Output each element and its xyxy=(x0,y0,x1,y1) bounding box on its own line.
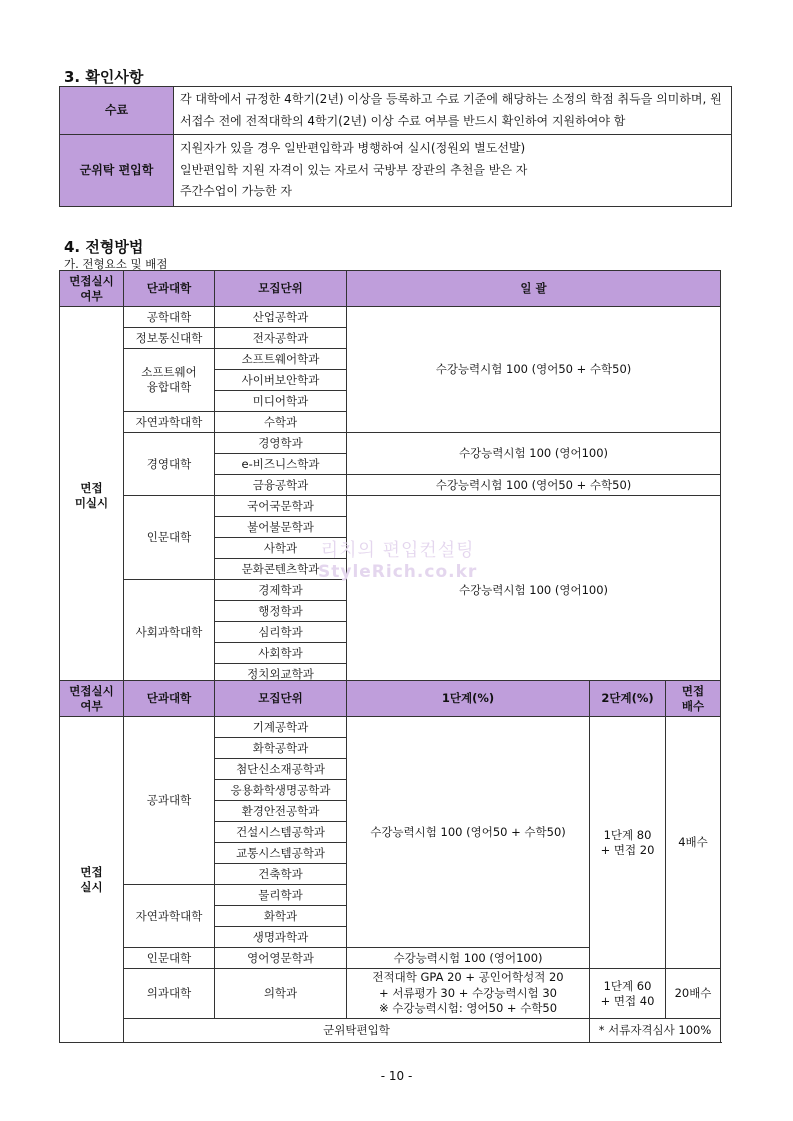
stage1-cell: 수강능력시험 100 (영어50 + 수학50) xyxy=(347,717,590,948)
unit-cell: 기계공학과 xyxy=(215,717,347,738)
unit-cell: 영어영문학과 xyxy=(215,948,347,969)
unit-cell: 심리학과 xyxy=(215,622,347,643)
college-cell: 의과대학 xyxy=(124,969,215,1019)
unit-cell: 사학과 xyxy=(215,538,347,559)
military-label: 군위탁편입학 xyxy=(124,1019,590,1043)
unit-cell: 환경안전공학과 xyxy=(215,801,347,822)
college-cell: 공과대학 xyxy=(124,717,215,885)
college-cell: 자연과학대학 xyxy=(124,412,215,433)
ratio-cell: 20배수 xyxy=(666,969,721,1019)
table-row xyxy=(60,135,732,207)
row-text-military: 지원자가 있을 경우 일반편입학과 병행하여 실시(정원외 별도선발) 일반편입학 지원 자격이 있는 자로서 국방부 장관의 추천을 받은 자 주간수업이 가능한 자 xyxy=(174,135,732,207)
unit-cell: 국어국문학과 xyxy=(215,496,347,517)
page-number: - 10 - xyxy=(380,1069,413,1083)
table-row xyxy=(60,969,721,1019)
ratio-cell: 4배수 xyxy=(666,717,721,969)
section-4-title: 4. 전형방법 xyxy=(64,238,144,256)
header-stage1: 1단계(%) xyxy=(347,681,590,717)
table-row xyxy=(60,307,721,328)
unit-cell: 교통시스템공학과 xyxy=(215,843,347,864)
unit-cell: 건축학과 xyxy=(215,864,347,885)
table-row xyxy=(60,87,732,135)
unit-cell: 건설시스템공학과 xyxy=(215,822,347,843)
college-cell: 사회과학대학 xyxy=(124,580,215,685)
method-cell: 수강능력시험 100 (영어50 + 수학50) xyxy=(347,475,721,496)
unit-cell: 사회학과 xyxy=(215,643,347,664)
unit-cell: 화학과 xyxy=(215,906,347,927)
unit-cell: 첨단신소재공학과 xyxy=(215,759,347,780)
header-interview: 면접실시 여부 xyxy=(60,681,124,717)
method-cell: 수강능력시험 100 (영어100) xyxy=(347,433,721,475)
unit-cell: 산업공학과 xyxy=(215,307,347,328)
college-cell: 자연과학대학 xyxy=(124,885,215,948)
header-method: 일 괄 xyxy=(347,271,721,307)
row-label-completion: 수료 xyxy=(60,87,174,135)
college-cell: 인문대학 xyxy=(124,948,215,969)
row-text-completion: 각 대학에서 규정한 4학기(2년) 이상을 등록하고 수료 기준에 해당하는 소정의 학점 취득을 의미하며, 원서접수 전에 전적대학의 4학기(2년) 이상 수료 여부를 반드시 확인하여 지원하여야 함 xyxy=(174,87,732,135)
stage2-cell: 1단계 80 + 면접 20 xyxy=(590,717,666,969)
watermark-line2: StyleRich.co.kr xyxy=(318,562,478,582)
unit-cell: 화학공학과 xyxy=(215,738,347,759)
header-interview: 면접실시 여부 xyxy=(60,271,124,307)
college-cell: 인문대학 xyxy=(124,496,215,580)
unit-cell: 문화콘텐츠학과 xyxy=(215,559,347,580)
method-cell: 수강능력시험 100 (영어100) xyxy=(347,496,721,685)
unit-cell: 소프트웨어학과 xyxy=(215,349,347,370)
header-college: 단과대학 xyxy=(124,271,215,307)
unit-cell: 경영학과 xyxy=(215,433,347,454)
unit-cell: 미디어학과 xyxy=(215,391,347,412)
row-label-military: 군위탁 편입학 xyxy=(60,135,174,207)
unit-cell: e-비즈니스학과 xyxy=(215,454,347,475)
college-cell: 정보통신대학 xyxy=(124,328,215,349)
unit-cell: 사이버보안학과 xyxy=(215,370,347,391)
confirmation-table xyxy=(59,86,732,207)
stage1-cell: 수강능력시험 100 (영어100) xyxy=(347,948,590,969)
table-row xyxy=(60,1019,721,1043)
header-college: 단과대학 xyxy=(124,681,215,717)
method-cell: 수강능력시험 100 (영어50 + 수학50) xyxy=(347,307,721,433)
header-unit: 모집단위 xyxy=(215,681,347,717)
unit-cell: 불어불문학과 xyxy=(215,517,347,538)
unit-cell: 행정학과 xyxy=(215,601,347,622)
watermark-line1: 리치의 편입컨설팅 xyxy=(320,540,475,561)
interview-yes-label: 면접 실시 xyxy=(60,717,124,1043)
table-row xyxy=(60,433,721,454)
unit-cell: 응용화학생명공학과 xyxy=(215,780,347,801)
no-interview-table xyxy=(59,270,721,685)
table-header-row xyxy=(60,271,721,307)
header-unit: 모집단위 xyxy=(215,271,347,307)
header-ratio: 면접 배수 xyxy=(666,681,721,717)
unit-cell: 물리학과 xyxy=(215,885,347,906)
section-3-title: 3. 확인사항 xyxy=(64,68,144,86)
unit-cell: 생명과학과 xyxy=(215,927,347,948)
college-cell: 경영대학 xyxy=(124,433,215,496)
interview-none-label: 면접 미실시 xyxy=(60,307,124,685)
military-value: * 서류자격심사 100% xyxy=(590,1019,721,1043)
unit-cell: 금융공학과 xyxy=(215,475,347,496)
section-4-subtitle: 가. 전형요소 및 배점 xyxy=(64,257,168,271)
table-row xyxy=(60,496,721,517)
unit-cell: 전자공학과 xyxy=(215,328,347,349)
interview-table xyxy=(59,680,721,1043)
unit-cell: 수학과 xyxy=(215,412,347,433)
college-cell: 공학대학 xyxy=(124,307,215,328)
college-cell: 소프트웨어 융합대학 xyxy=(124,349,215,412)
header-stage2: 2단계(%) xyxy=(590,681,666,717)
unit-cell: 정치외교학과 xyxy=(215,664,347,685)
unit-cell: 의학과 xyxy=(215,969,347,1019)
unit-cell: 경제학과 xyxy=(215,580,347,601)
table-header-row xyxy=(60,681,721,717)
stage1-cell: 전적대학 GPA 20 + 공인어학성적 20 + 서류평가 30 + 수강능력시험 30 ※ 수강능력시험: 영어50 + 수학50 xyxy=(347,969,590,1019)
stage2-cell: 1단계 60 + 면접 40 xyxy=(590,969,666,1019)
table-row xyxy=(60,717,721,738)
